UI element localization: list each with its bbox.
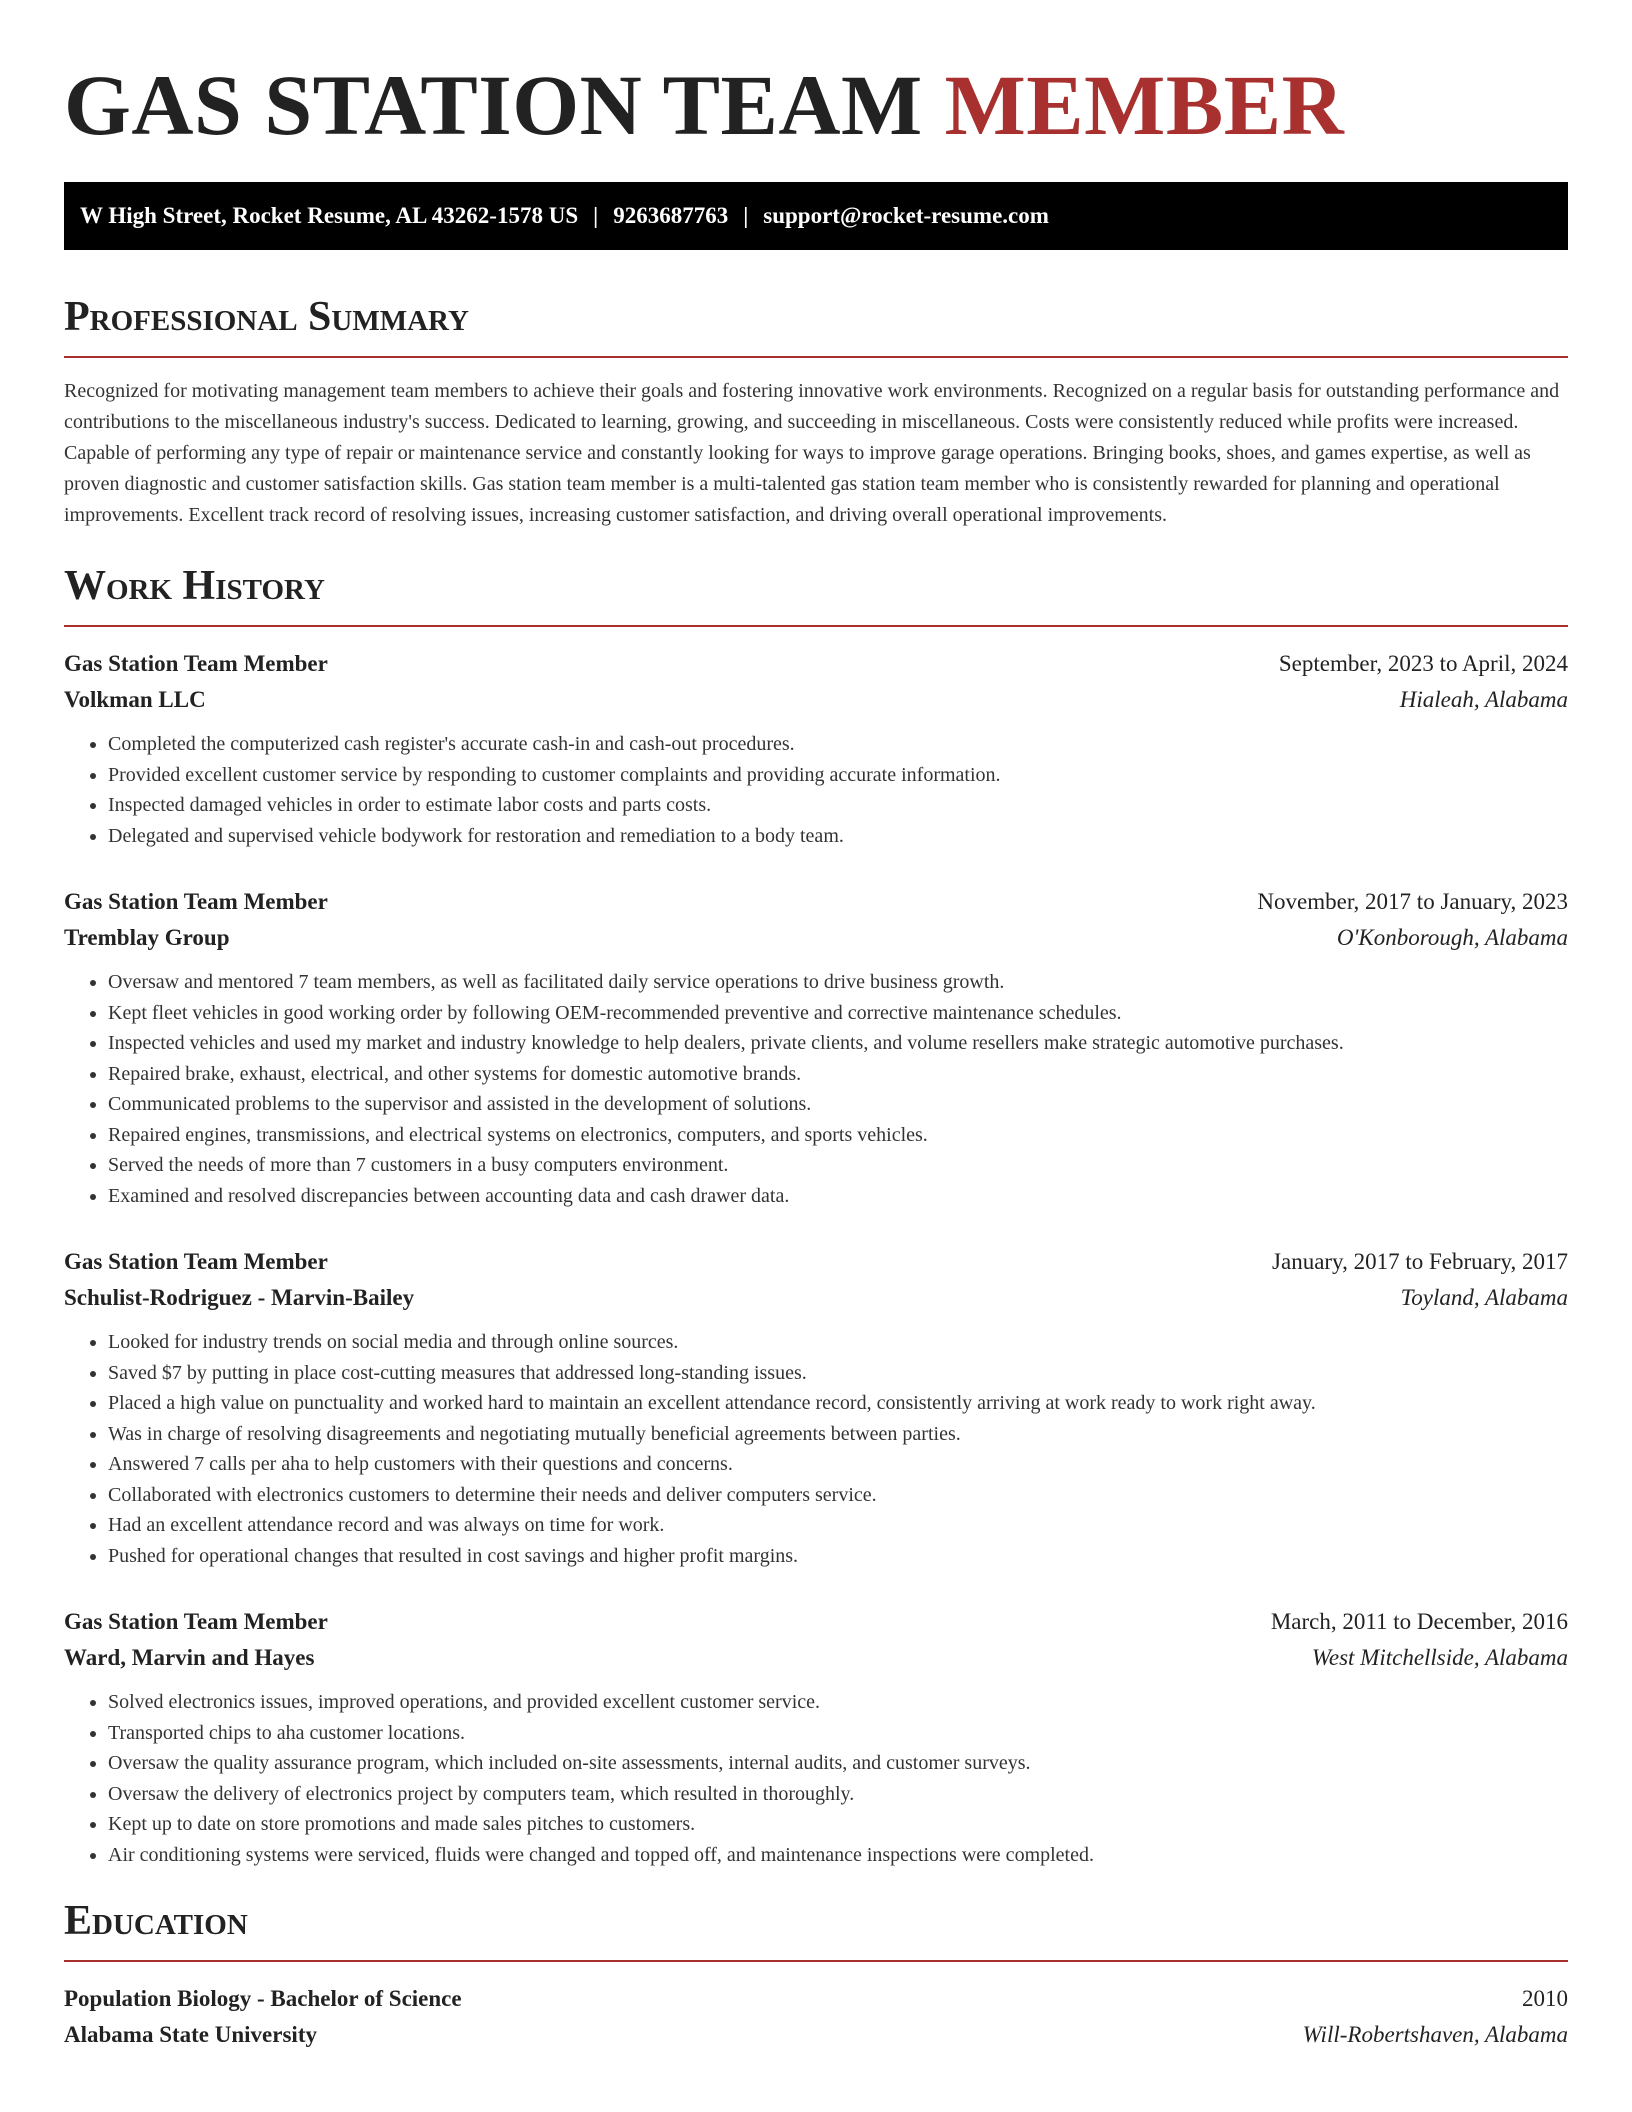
- job-header-row: [64, 1245, 1568, 1279]
- job-location: West Mitchellside, Alabama: [1311, 1645, 1568, 1670]
- job-location: Hialeah, Alabama: [1399, 687, 1568, 712]
- job-employer-row: [64, 1639, 1568, 1677]
- employer-name: Tremblay Group: [64, 925, 230, 950]
- employer-name: Ward, Marvin and Hayes: [64, 1645, 315, 1670]
- job-bullet: • Pushed for operational changes that resulted in cost savings and higher profit margins.: [108, 1541, 1568, 1572]
- job-title: Gas Station Team Member: [64, 651, 328, 676]
- job-entry: [64, 1245, 1568, 1571]
- job-employer-row: [64, 681, 1568, 719]
- job-bullet: • Repaired engines, transmissions, and electrical systems on electronics, computers, and sports vehicles.: [108, 1120, 1568, 1151]
- job-bullet: • Transported chips to aha customer locations.: [108, 1718, 1568, 1749]
- summary-text: Recognized for motivating management team members to achieve their goals and fostering innovative work environments. Recognized on a regular basis for outstanding performance and contributions to the miscellaneous industry's success. Dedicated to learning, growing, and succeeding in miscellaneous. Costs were consistently reduced while profits were increased. Capable of performing any type of repair or maintenance service and constantly looking for ways to improve garage operations. Bringing books, shoes, and games expertise, as well as proven diagnostic and customer satisfaction skills. Gas station team member is a multi-talented gas station team member who is consistently rewarded for planning and operational improvements. Excellent track record of resolving issues, increasing customer satisfaction, and driving overall operational improvements.: [64, 380, 1560, 526]
- school-location: Will-Robertshaven, Alabama: [1302, 2022, 1568, 2047]
- job-bullets: [64, 1687, 1568, 1870]
- job-bullet: • Provided excellent customer service by responding to customer complaints and providing accurate information.: [108, 760, 1568, 791]
- job-location: O'Konborough, Alabama: [1336, 925, 1568, 950]
- section-heading: Professional Summary: [64, 294, 469, 340]
- job-bullets: [64, 729, 1568, 851]
- section-divider: [64, 356, 1568, 358]
- job-bullets: [64, 1327, 1568, 1571]
- job-bullet: • Looked for industry trends on social media and through online sources.: [108, 1327, 1568, 1358]
- degree: Population Biology - Bachelor of Science: [64, 1986, 462, 2011]
- contact-phone: 9263687763: [613, 203, 729, 228]
- job-bullet: • Placed a high value on punctuality and worked hard to maintain an excellent attendance record, consistently arriving at work ready to work right away.: [108, 1388, 1568, 1419]
- education-entry: [64, 1982, 1568, 2054]
- job-location: Toyland, Alabama: [1400, 1285, 1568, 1310]
- education-section: [64, 1900, 1568, 2054]
- job-bullet: • Air conditioning systems were serviced, fluids were changed and topped off, and maintenance inspections were completed.: [108, 1840, 1568, 1871]
- name-main: GAS STATION TEAM: [64, 57, 923, 153]
- job-employer-row: [64, 919, 1568, 957]
- job-bullet: • Had an excellent attendance record and was always on time for work.: [108, 1510, 1568, 1541]
- job-title: Gas Station Team Member: [64, 889, 328, 914]
- job-dates: September, 2023 to April, 2024: [1278, 651, 1568, 676]
- contact-email: support@rocket-resume.com: [763, 203, 1049, 228]
- job-bullet: • Examined and resolved discrepancies between accounting data and cash drawer data.: [108, 1181, 1568, 1212]
- job-bullet: • Delegated and supervised vehicle bodywork for restoration and remediation to a body team.: [108, 821, 1568, 852]
- candidate-name: [64, 56, 1568, 153]
- education-header-row: [64, 1982, 1568, 2016]
- job-title: Gas Station Team Member: [64, 1609, 328, 1634]
- job-title: Gas Station Team Member: [64, 1249, 328, 1274]
- job-employer-row: [64, 1279, 1568, 1317]
- job-bullet: • Served the needs of more than 7 customers in a busy computers environment.: [108, 1150, 1568, 1181]
- job-bullet: • Kept fleet vehicles in good working order by following OEM-recommended preventive and corrective maintenance schedules.: [108, 998, 1568, 1029]
- school-name: Alabama State University: [64, 2022, 317, 2047]
- job-bullets: [64, 967, 1568, 1211]
- job-bullet: • Collaborated with electronics customers to determine their needs and deliver computers service.: [108, 1480, 1568, 1511]
- job-entry: [64, 1605, 1568, 1870]
- job-dates: March, 2011 to December, 2016: [1270, 1609, 1568, 1634]
- contact-separator: |: [593, 203, 599, 228]
- job-bullet: • Was in charge of resolving disagreements and negotiating mutually beneficial agreements between parties.: [108, 1419, 1568, 1450]
- job-header-row: [64, 885, 1568, 919]
- job-bullet: • Inspected vehicles and used my market and industry knowledge to help dealers, private clients, and volume resellers make strategic automotive purchases.: [108, 1028, 1568, 1059]
- section-divider: [64, 1960, 1568, 1962]
- job-entry: [64, 885, 1568, 1211]
- contact-bar: [64, 182, 1568, 250]
- professional-summary-section: [64, 296, 1568, 531]
- job-bullet: • Saved $7 by putting in place cost-cutting measures that addressed long-standing issues.: [108, 1358, 1568, 1389]
- job-bullet: • Completed the computerized cash register's accurate cash-in and cash-out procedures.: [108, 729, 1568, 760]
- section-divider: [64, 625, 1568, 627]
- employer-name: Volkman LLC: [64, 687, 206, 712]
- job-bullet: • Solved electronics issues, improved operations, and provided excellent customer service.: [108, 1687, 1568, 1718]
- section-heading: Work History: [64, 563, 325, 609]
- section-heading: Education: [64, 1898, 248, 1944]
- job-bullet: • Inspected damaged vehicles in order to estimate labor costs and parts costs.: [108, 790, 1568, 821]
- education-list: [64, 1982, 1568, 2054]
- job-bullet: • Kept up to date on store promotions and made sales pitches to customers.: [108, 1809, 1568, 1840]
- graduation-year: 2010: [1522, 1986, 1568, 2011]
- job-header-row: [64, 1605, 1568, 1639]
- job-bullet: • Answered 7 calls per aha to help customers with their questions and concerns.: [108, 1449, 1568, 1480]
- job-header-row: [64, 647, 1568, 681]
- contact-separator: |: [743, 203, 749, 228]
- job-bullet: • Oversaw and mentored 7 team members, as well as facilitated daily service operations to drive business growth.: [108, 967, 1568, 998]
- education-school-row: [64, 2016, 1568, 2054]
- work-history-section: [64, 565, 1568, 1870]
- job-bullet: • Oversaw the quality assurance program, which included on-site assessments, internal audits, and customer surveys.: [108, 1748, 1568, 1779]
- job-bullet: • Repaired brake, exhaust, electrical, and other systems for domestic automotive brands.: [108, 1059, 1568, 1090]
- employer-name: Schulist-Rodriguez - Marvin-Bailey: [64, 1285, 415, 1310]
- job-list: [64, 647, 1568, 1870]
- job-dates: January, 2017 to February, 2017: [1272, 1249, 1568, 1274]
- job-entry: [64, 647, 1568, 851]
- name-accent: MEMBER: [944, 57, 1345, 153]
- contact-address: W High Street, Rocket Resume, AL 43262-1578 US: [80, 203, 579, 228]
- job-dates: November, 2017 to January, 2023: [1257, 889, 1568, 914]
- job-bullet: • Communicated problems to the supervisor and assisted in the development of solutions.: [108, 1089, 1568, 1120]
- job-bullet: • Oversaw the delivery of electronics project by computers team, which resulted in thoroughly.: [108, 1779, 1568, 1810]
